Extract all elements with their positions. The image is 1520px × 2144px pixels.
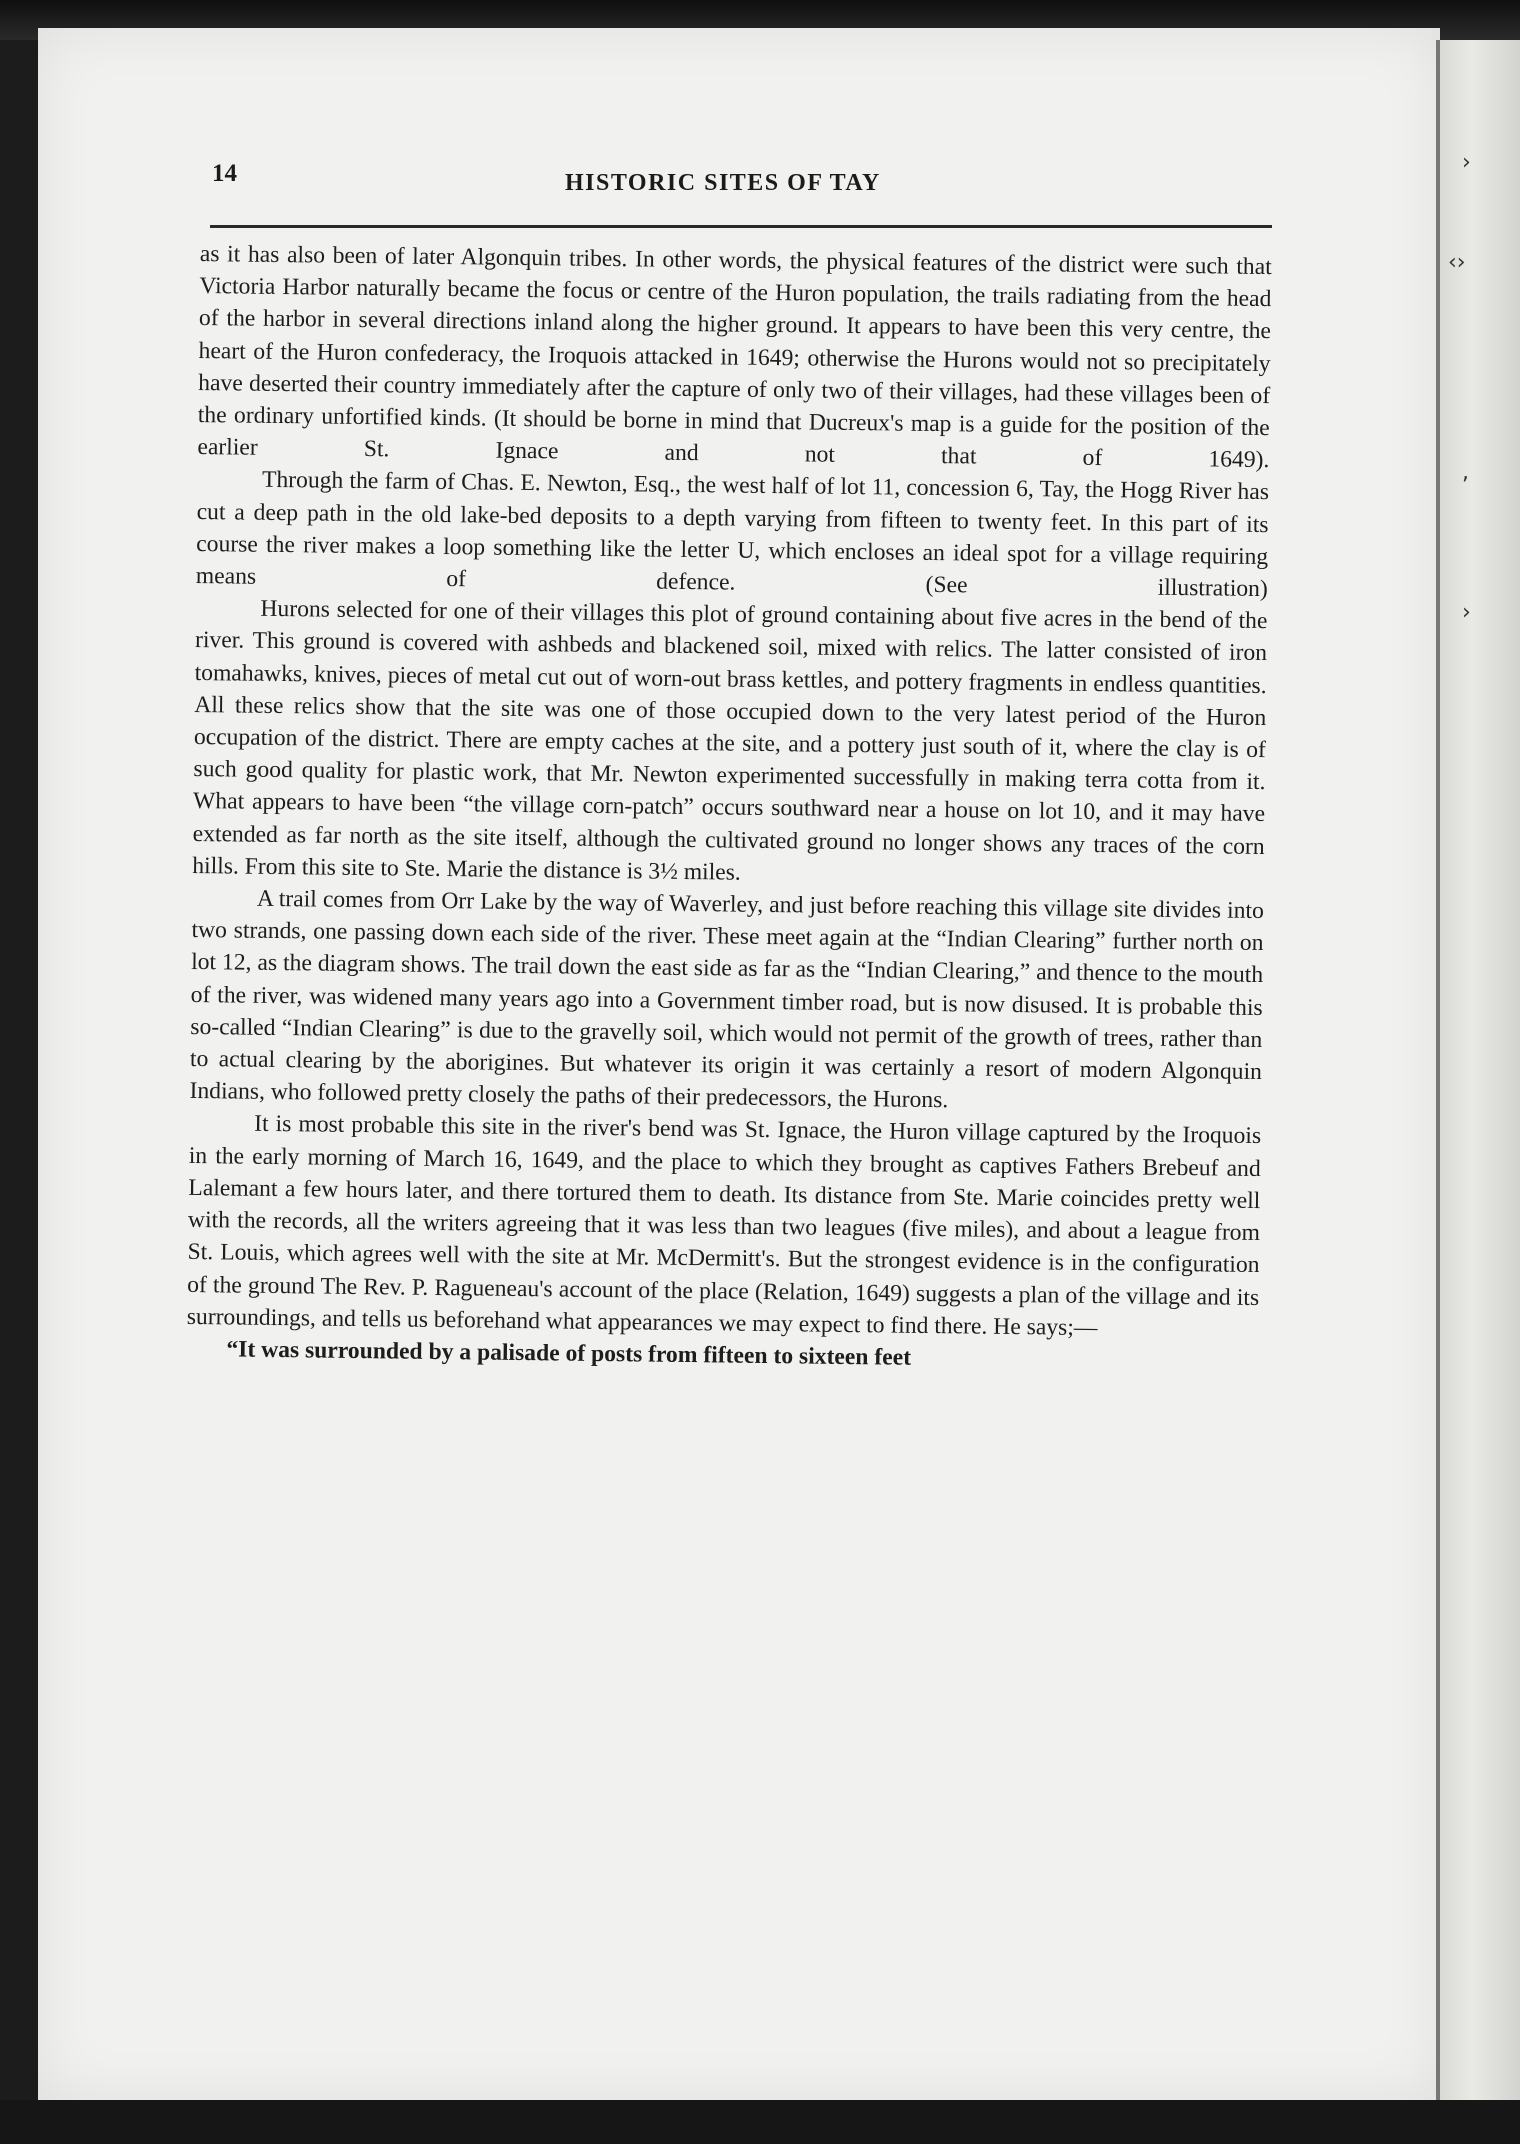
- adjacent-page-edge: [1440, 40, 1520, 2100]
- paragraph: as it has also been of later Algonquin tribes. In other words, the physical features of the district were such that Victoria Harbor naturally became the focus or centre of the Huron population, the trails radiating from the head of the harbor in several directions inland along the higher ground. It appears to have been this very centre, the heart of the Huron confederacy, the Iroquois attacked in 1649; otherwise the Hurons would not so precipitately have deserted their country immediately after the capture of only two of their villages, had these villages been of the ordinary unfortified kinds. (It should be borne in mind that Ducreux's map is a guide for the position of the earlier St. Ignace and not that of 1649).: [197, 240, 1272, 474]
- paragraph: A trail comes from Orr Lake by the way of Waverley, and just before reaching this village site divides into two strands, one passing down each side of the river. These meet again at the “Indian Clearing” further north on lot 12, as the diagram shows. The trail down the east side as far as the “Indian Clearing,” and thence to the mouth of the river, was widened many years ago into a Government timber road, but is now disused. It is probable this so-called “Indian Clearing” is due to the gravelly soil, which would not permit of the growth of trees, rather than to actual clearing by the aborigines. But whatever its origin it was certainly a resort of modern Algonquin Indians, who followed pretty closely the paths of their predecessors, the Hurons.: [189, 885, 1265, 1114]
- body-text: [186, 238, 1272, 1378]
- paragraph: It is most probable this site in the river's bend was St. Ignace, the Huron village captured by the Iroquois in the early morning of March 16, 1649, and the place to which they brought as captives Fathers Brebeuf and Lalemant a few hours later, and there tortured them to death. Its distance from Ste. Marie coincides pretty well with the records, all the writers agreeing that it was less than two leagues (five miles), and about a league from St. Louis, which agrees well with the site at Mr. McDermitt's. But the strongest evidence is in the configuration of the ground The Rev. P. Ragueneau's account of the place (Relation, 1649) suggests a plan of the village and its surroundings, and tells us beforehand what appearances we may expect to find there. He says;—: [186, 1111, 1262, 1341]
- header-rule: [210, 225, 1272, 228]
- margin-speck: ›: [1462, 600, 1471, 625]
- running-head: HISTORIC SITES OF TAY: [565, 170, 881, 196]
- margin-speck: ,: [1462, 460, 1469, 485]
- paragraph: Hurons selected for one of their villages this plot of ground containing about five acres in the bend of the river. This ground is covered with ashbeds and blackened soil, mixed with relics. The latter consisted of iron tomahawks, knives, pieces of metal cut out of worn-out brass kettles, and pottery fragments in endless quantities. All these relics show that the site was one of those occupied down to the very latest period of the Huron occupation of the district. There are empty caches at the site, and a pottery just south of it, where the clay is of such good quality for plastic work, that Mr. Newton experimented successfully in making terra cotta from it. What appears to have been “the village corn-patch” occurs southward near a house on lot 10, and it may have extended as far north as the site itself, although the cultivated ground no longer shows any traces of the corn hills. From this site to Ste. Marie the distance is 3½ miles.: [192, 596, 1268, 886]
- page-number: 14: [212, 160, 237, 187]
- quote-paragraph: “It was surrounded by a palisade of posts from fifteen to sixteen feet: [226, 1336, 912, 1371]
- margin-speck: ›: [1462, 150, 1471, 175]
- scan-bottom-border: [0, 2100, 1520, 2144]
- margin-speck: ‹›: [1448, 250, 1466, 275]
- paragraph: Through the farm of Chas. E. Newton, Esq., the west half of lot 11, concession 6, Tay, the Hogg River has cut a deep path in the old lake-bed deposits to a depth varying from fifteen to twenty feet. In this part of its course the river makes a loop something like the letter U, which encloses an ideal spot for a village requiring means of defence. (See illustration): [195, 467, 1270, 603]
